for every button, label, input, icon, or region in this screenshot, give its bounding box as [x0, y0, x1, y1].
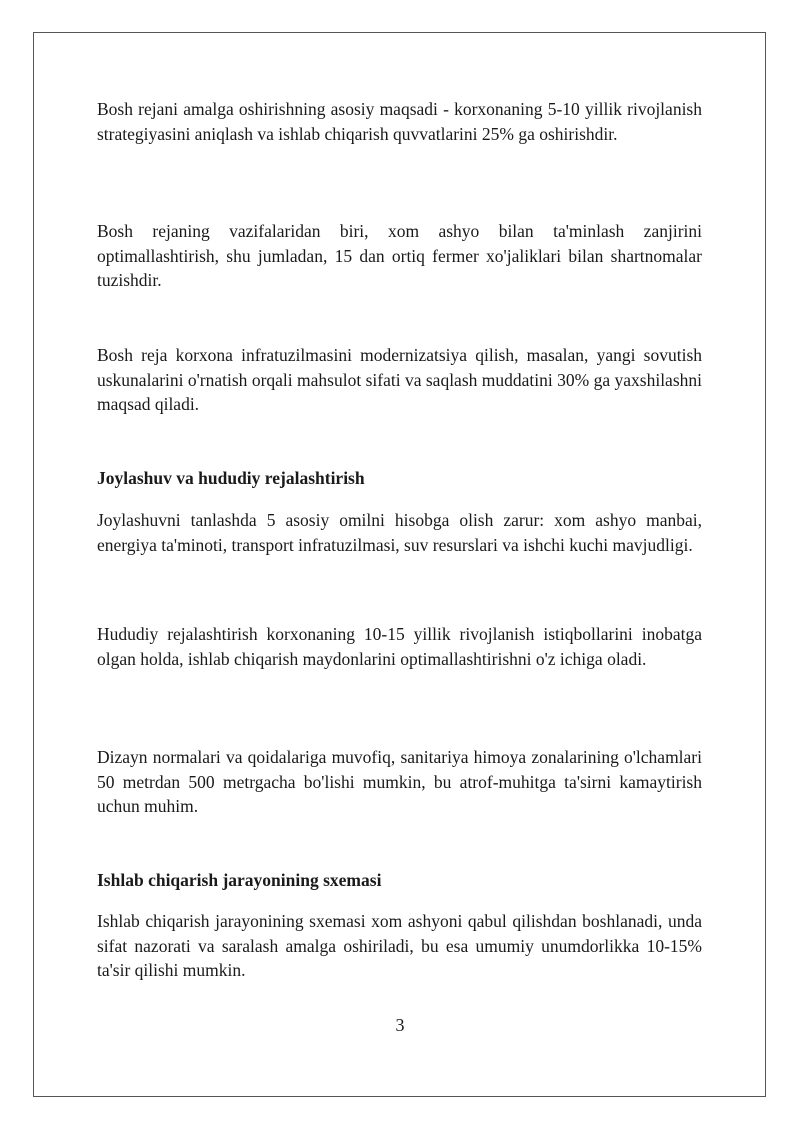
paragraph-territorial-planning: Hududiy rejalashtirish korxonaning 10-15 yillik rivojlanish istiqbollarini inobatga olgan holda, ishlab chiqarish maydonlarini optimallashtirishni o'z ichiga oladi.	[97, 624, 702, 669]
paragraph-infrastructure: Bosh reja korxona infratuzilmasini modernizatsiya qilish, masalan, yangi sovutish uskunalarini o'rnatish orqali mahsulot sifati va saqlash muddatini 30% ga yaxshilashni maqsad qiladi.	[97, 345, 702, 414]
paragraph-main-goal: Bosh rejani amalga oshirishning asosiy maqsadi - korxonaning 5-10 yillik rivojlanish strategiyasini aniqlash va ishlab chiqarish quvvatlarini 25% ga oshirishdir.	[97, 99, 702, 144]
paragraph-sanitary-zones: Dizayn normalari va qoidalariga muvofiq, sanitariya himoya zonalarining o'lchamlari 50 metrdan 500 metrgacha bo'lishi mumkin, bu atrof-muhitga ta'sirni kamaytirish uchun muhim.	[97, 747, 702, 816]
paragraph-production-process: Ishlab chiqarish jarayonining sxemasi xom ashyoni qabul qilishdan boshlanadi, unda sifat nazorati va saralash amalga oshiriladi, bu esa umumiy unumdorlikka 10-15% ta'sir qilishi mumkin.	[97, 911, 702, 980]
paragraph-supply-chain: Bosh rejaning vazifalaridan biri, xom ashyo bilan ta'minlash zanjirini optimallashtirish, shu jumladan, 15 dan ortiq fermer xo'jaliklari bilan shartnomalar tuzishdir.	[97, 221, 702, 290]
heading-production-scheme: Ishlab chiqarish jarayonining sxemasi	[97, 870, 382, 890]
page-number: 3	[395, 1015, 405, 1035]
heading-location-planning: Joylashuv va hududiy rejalashtirish	[97, 468, 365, 488]
paragraph-location-factors: Joylashuvni tanlashda 5 asosiy omilni hisobga olish zarur: xom ashyo manbai, energiya ta'minoti, transport infratuzilmasi, suv resurslari va ishchi kuchi mavjudligi.	[97, 510, 702, 555]
